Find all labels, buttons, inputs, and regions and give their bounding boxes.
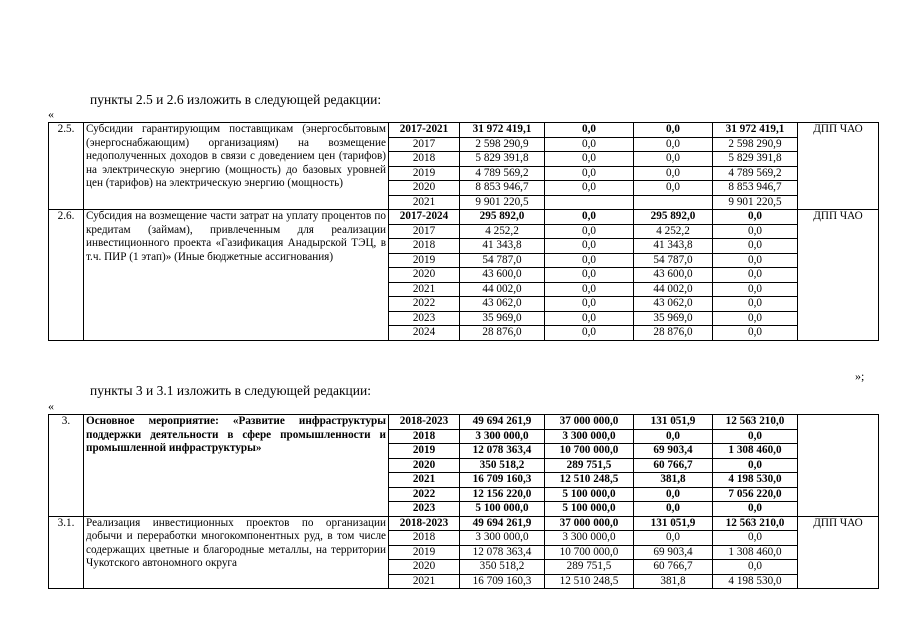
- item-description: Субсидия на возмещение части затрат на уплату процентов по кредитам (займам), привлеченным для реализации инвестиционного проекта «Газификация Анадырской ТЭЦ, в т.ч. ПИР (1 этап)» (Иные бюджетные ассигнования): [84, 210, 389, 341]
- federal-funding-cell: 0,0: [545, 152, 634, 167]
- item-description: Субсидии гарантирующим поставщикам (энергосбытовым (энергоснабжающим) организациям) на возмещение недополученных доходов в связи с доведением цен (тарифов) на электрическую энергию (мощность) до базовых уровней цен (тарифов) на электрическую энергию (мощность): [84, 123, 389, 210]
- item-number: 3.1.: [49, 516, 84, 589]
- regional-funding-cell: 60 766,7: [634, 560, 713, 575]
- regional-funding-cell: 35 969,0: [634, 311, 713, 326]
- total-funding-cell: 4 789 569,2: [460, 166, 545, 181]
- total-funding-cell: 8 853 946,7: [460, 181, 545, 196]
- regional-funding-cell: 4 252,2: [634, 224, 713, 239]
- year-cell: 2020: [389, 181, 460, 196]
- year-cell: 2017-2021: [389, 123, 460, 138]
- federal-funding-cell: 289 751,5: [545, 560, 634, 575]
- other-funding-cell: 0,0: [713, 268, 798, 283]
- regional-funding-cell: 381,8: [634, 473, 713, 488]
- regional-funding-cell: 60 766,7: [634, 458, 713, 473]
- year-cell: 2024: [389, 326, 460, 341]
- other-funding-cell: 0,0: [713, 429, 798, 444]
- regional-funding-cell: 0,0: [634, 531, 713, 546]
- item-number: 3.: [49, 415, 84, 517]
- other-funding-cell: 0,0: [713, 253, 798, 268]
- regional-funding-cell: 44 002,0: [634, 282, 713, 297]
- other-funding-cell: 2 598 290,9: [713, 137, 798, 152]
- other-funding-cell: 0,0: [713, 239, 798, 254]
- other-funding-cell: 0,0: [713, 224, 798, 239]
- year-cell: 2023: [389, 311, 460, 326]
- federal-funding-cell: 0,0: [545, 282, 634, 297]
- section2-open-quote: «: [48, 399, 54, 413]
- total-funding-cell: 350 518,2: [460, 458, 545, 473]
- total-funding-cell: 2 598 290,9: [460, 137, 545, 152]
- other-funding-cell: 1 308 460,0: [713, 444, 798, 459]
- federal-funding-cell: 0,0: [545, 123, 634, 138]
- federal-funding-cell: 0,0: [545, 253, 634, 268]
- other-funding-cell: 12 563 210,0: [713, 516, 798, 531]
- year-cell: 2017: [389, 137, 460, 152]
- table-row: [49, 210, 879, 225]
- year-cell: 2020: [389, 268, 460, 283]
- regional-funding-cell: 69 903,4: [634, 545, 713, 560]
- total-funding-cell: 16 709 160,3: [460, 473, 545, 488]
- year-cell: 2020: [389, 560, 460, 575]
- other-funding-cell: 0,0: [713, 502, 798, 517]
- federal-funding-cell: 37 000 000,0: [545, 415, 634, 430]
- year-cell: 2021: [389, 473, 460, 488]
- year-cell: 2018: [389, 429, 460, 444]
- regional-funding-cell: 0,0: [634, 137, 713, 152]
- other-funding-cell: 8 853 946,7: [713, 181, 798, 196]
- total-funding-cell: 350 518,2: [460, 560, 545, 575]
- regional-funding-cell: 0,0: [634, 487, 713, 502]
- other-funding-cell: 1 308 460,0: [713, 545, 798, 560]
- federal-funding-cell: 0,0: [545, 239, 634, 254]
- year-cell: 2023: [389, 502, 460, 517]
- regional-funding-cell: 41 343,8: [634, 239, 713, 254]
- federal-funding-cell: 0,0: [545, 268, 634, 283]
- regional-funding-cell: 0,0: [634, 152, 713, 167]
- year-cell: 2021: [389, 282, 460, 297]
- total-funding-cell: 9 901 220,5: [460, 195, 545, 210]
- year-cell: 2018: [389, 239, 460, 254]
- other-funding-cell: 0,0: [713, 560, 798, 575]
- total-funding-cell: 295 892,0: [460, 210, 545, 225]
- other-funding-cell: 0,0: [713, 326, 798, 341]
- total-funding-cell: 54 787,0: [460, 253, 545, 268]
- year-cell: 2021: [389, 195, 460, 210]
- federal-funding-cell: 289 751,5: [545, 458, 634, 473]
- year-cell: 2020: [389, 458, 460, 473]
- total-funding-cell: 49 694 261,9: [460, 516, 545, 531]
- year-cell: 2019: [389, 253, 460, 268]
- total-funding-cell: 3 300 000,0: [460, 429, 545, 444]
- year-cell: 2018: [389, 531, 460, 546]
- total-funding-cell: 44 002,0: [460, 282, 545, 297]
- federal-funding-cell: 0,0: [545, 166, 634, 181]
- total-funding-cell: 49 694 261,9: [460, 415, 545, 430]
- section1-close-quote: »;: [855, 369, 865, 383]
- federal-funding-cell: 10 700 000,0: [545, 444, 634, 459]
- regional-funding-cell: 0,0: [634, 181, 713, 196]
- federal-funding-cell: 12 510 248,5: [545, 574, 634, 589]
- regional-funding-cell: 295 892,0: [634, 210, 713, 225]
- regional-funding-cell: 0,0: [634, 166, 713, 181]
- year-cell: 2017: [389, 224, 460, 239]
- item-number: 2.6.: [49, 210, 84, 341]
- federal-funding-cell: 0,0: [545, 326, 634, 341]
- total-funding-cell: 3 300 000,0: [460, 531, 545, 546]
- year-cell: 2022: [389, 297, 460, 312]
- total-funding-cell: 4 252,2: [460, 224, 545, 239]
- federal-funding-cell: 5 100 000,0: [545, 487, 634, 502]
- total-funding-cell: 12 078 363,4: [460, 545, 545, 560]
- other-funding-cell: 7 056 220,0: [713, 487, 798, 502]
- federal-funding-cell: [545, 195, 634, 210]
- other-funding-cell: 9 901 220,5: [713, 195, 798, 210]
- total-funding-cell: 16 709 160,3: [460, 574, 545, 589]
- regional-funding-cell: 28 876,0: [634, 326, 713, 341]
- federal-funding-cell: 5 100 000,0: [545, 502, 634, 517]
- year-cell: 2021: [389, 574, 460, 589]
- table-row: [49, 516, 879, 531]
- year-cell: 2018-2023: [389, 516, 460, 531]
- federal-funding-cell: 0,0: [545, 311, 634, 326]
- other-funding-cell: 0,0: [713, 210, 798, 225]
- responsible-executor: ДПП ЧАО: [798, 516, 879, 589]
- regional-funding-cell: 381,8: [634, 574, 713, 589]
- total-funding-cell: 12 156 220,0: [460, 487, 545, 502]
- other-funding-cell: 0,0: [713, 297, 798, 312]
- year-cell: 2017-2024: [389, 210, 460, 225]
- table-row: [49, 415, 879, 430]
- other-funding-cell: 0,0: [713, 282, 798, 297]
- federal-funding-cell: 12 510 248,5: [545, 473, 634, 488]
- section1-heading: пункты 2.5 и 2.6 изложить в следующей редакции:: [90, 92, 382, 107]
- regional-funding-cell: 54 787,0: [634, 253, 713, 268]
- regional-funding-cell: 131 051,9: [634, 516, 713, 531]
- table-row: [49, 123, 879, 138]
- item-number: 2.5.: [49, 123, 84, 210]
- regional-funding-cell: [634, 195, 713, 210]
- total-funding-cell: 5 829 391,8: [460, 152, 545, 167]
- other-funding-cell: 12 563 210,0: [713, 415, 798, 430]
- total-funding-cell: 43 062,0: [460, 297, 545, 312]
- regional-funding-cell: 43 600,0: [634, 268, 713, 283]
- regional-funding-cell: 69 903,4: [634, 444, 713, 459]
- total-funding-cell: 35 969,0: [460, 311, 545, 326]
- total-funding-cell: 5 100 000,0: [460, 502, 545, 517]
- responsible-executor: ДПП ЧАО: [798, 123, 879, 210]
- responsible-executor: [798, 415, 879, 517]
- other-funding-cell: 0,0: [713, 458, 798, 473]
- year-cell: 2019: [389, 444, 460, 459]
- year-cell: 2018: [389, 152, 460, 167]
- regional-funding-cell: 131 051,9: [634, 415, 713, 430]
- other-funding-cell: 5 829 391,8: [713, 152, 798, 167]
- federal-funding-cell: 37 000 000,0: [545, 516, 634, 531]
- item-description: Реализация инвестиционных проектов по организации добычи и переработки многокомпонентных руд, в том числе содержащих цветные и благородные металлы, на территории Чукотского автономного округа: [84, 516, 389, 589]
- federal-funding-cell: 10 700 000,0: [545, 545, 634, 560]
- federal-funding-cell: 0,0: [545, 297, 634, 312]
- federal-funding-cell: 3 300 000,0: [545, 429, 634, 444]
- year-cell: 2018-2023: [389, 415, 460, 430]
- total-funding-cell: 12 078 363,4: [460, 444, 545, 459]
- responsible-executor: ДПП ЧАО: [798, 210, 879, 341]
- total-funding-cell: 28 876,0: [460, 326, 545, 341]
- other-funding-cell: 0,0: [713, 531, 798, 546]
- item-description: Основное мероприятие: «Развитие инфраструктуры поддержки деятельности в сфере промышленности и промышленной инфраструктуры»: [84, 415, 389, 517]
- other-funding-cell: 31 972 419,1: [713, 123, 798, 138]
- program-table-1: [48, 122, 879, 341]
- regional-funding-cell: 43 062,0: [634, 297, 713, 312]
- other-funding-cell: 4 198 530,0: [713, 473, 798, 488]
- other-funding-cell: 0,0: [713, 311, 798, 326]
- federal-funding-cell: 0,0: [545, 137, 634, 152]
- year-cell: 2019: [389, 166, 460, 181]
- regional-funding-cell: 0,0: [634, 502, 713, 517]
- program-table-2: [48, 414, 879, 589]
- other-funding-cell: 4 198 530,0: [713, 574, 798, 589]
- section2-heading: пункты 3 и 3.1 изложить в следующей редакции:: [90, 383, 371, 398]
- federal-funding-cell: 3 300 000,0: [545, 531, 634, 546]
- regional-funding-cell: 0,0: [634, 429, 713, 444]
- year-cell: 2022: [389, 487, 460, 502]
- total-funding-cell: 31 972 419,1: [460, 123, 545, 138]
- federal-funding-cell: 0,0: [545, 181, 634, 196]
- total-funding-cell: 43 600,0: [460, 268, 545, 283]
- total-funding-cell: 41 343,8: [460, 239, 545, 254]
- regional-funding-cell: 0,0: [634, 123, 713, 138]
- other-funding-cell: 4 789 569,2: [713, 166, 798, 181]
- year-cell: 2019: [389, 545, 460, 560]
- federal-funding-cell: 0,0: [545, 224, 634, 239]
- federal-funding-cell: 0,0: [545, 210, 634, 225]
- section1-open-quote: «: [48, 107, 54, 121]
